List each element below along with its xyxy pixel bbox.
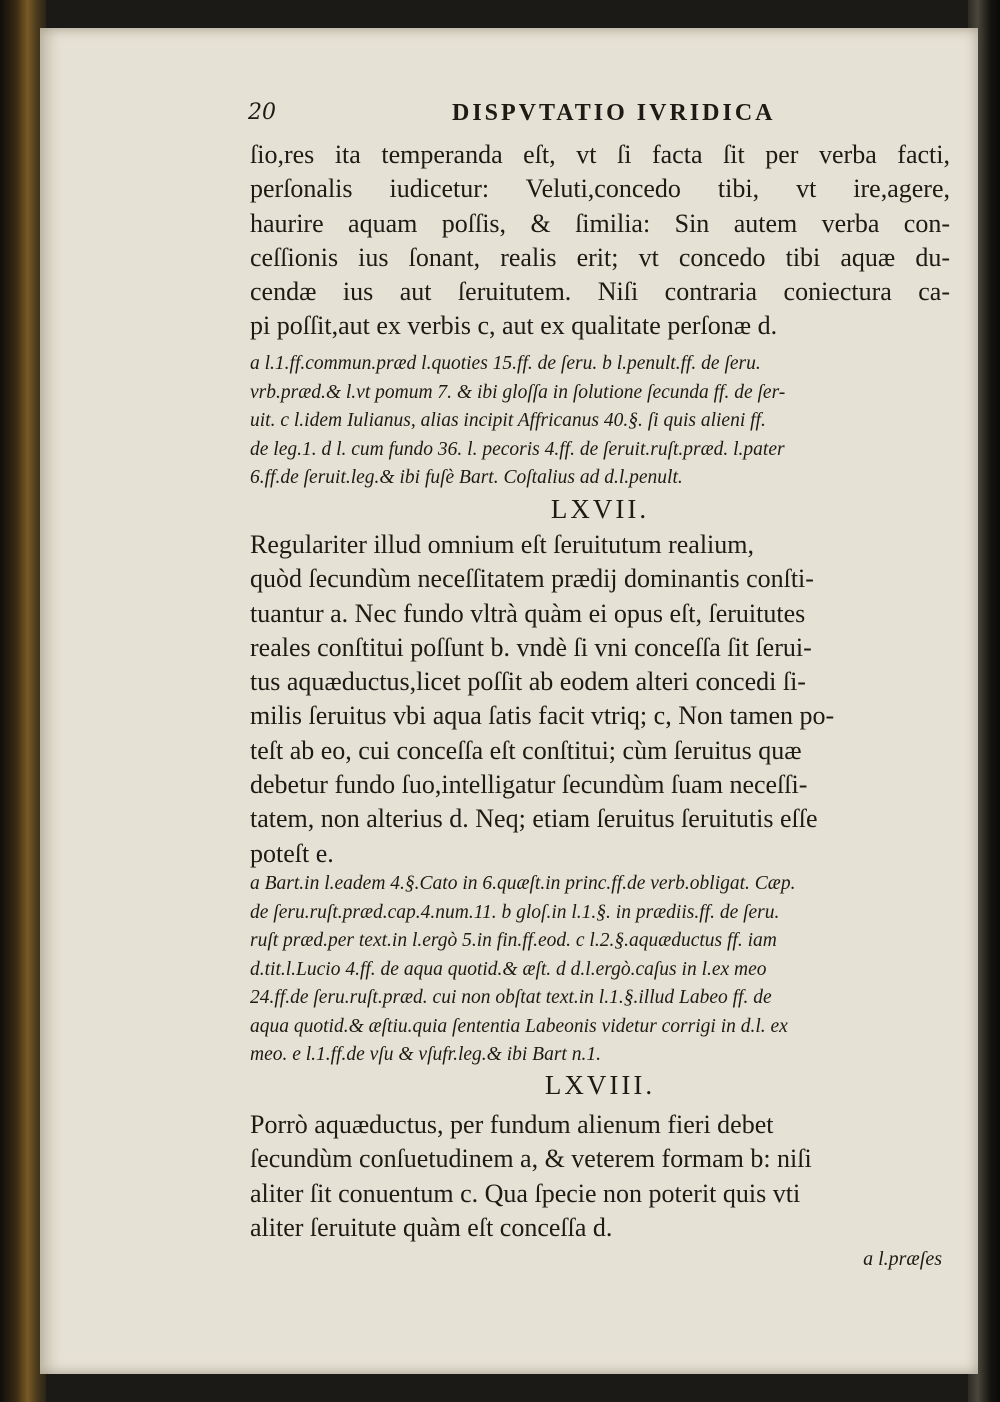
footnote-line: a Bart.in l.eadem 4.§.Cato in 6.quæſt.in princ.ff.de verb.obligat. Cæp. xyxy=(250,873,796,894)
text-block-3 xyxy=(250,1108,950,1245)
text-line: milis ſeruitus vbi aqua ſatis facit vtriq; c, Non tamen po- xyxy=(250,701,835,731)
text-line: tuantur a. Nec fundo vltrà quàm ei opus eſt, ſeruitutes xyxy=(250,598,806,628)
section-numeral-68: LXVIII. xyxy=(544,1070,656,1100)
text-line: ſio,res ita temperanda eſt, vt ſi facta ſit per verba facti, xyxy=(250,140,950,169)
section-numeral-67: LXVII. xyxy=(550,494,650,524)
text-line: tatem, non alterius d. Neq; etiam ſeruitus ſeruitutis eſſe xyxy=(250,804,818,834)
footnote-line: uit. c l.idem Iulianus, alias incipit Affricanus 40.§. ſi quis alieni ff. xyxy=(250,410,766,431)
text-line: reales conſtitui poſſunt b. vndè ſi vni conceſſa ſit ſerui- xyxy=(250,632,812,662)
text-line: pi poſſit,aut ex verbis c, aut ex qualitate perſonæ d. xyxy=(250,311,778,341)
text-line: Regulariter illud omnium eſt ſeruitutum realium, xyxy=(250,530,755,559)
text-line: teſt ab eo, cui conceſſa eſt conſtitui; cùm ſeruitus quæ xyxy=(250,735,802,765)
footnote-line: meo. e l.1.ff.de vſu & vſufr.leg.& ibi Bart n.1. xyxy=(250,1044,601,1065)
text-line: haurire aquam poſſis, & ſimilia: Sin autem verba con- xyxy=(250,208,950,238)
footnotes-block-1 xyxy=(250,350,946,493)
footnote-line: 6.ff.de ſeruit.leg.& ibi fuſè Bart. Coſtalius ad d.l.penult. xyxy=(250,467,683,488)
text-line: ceſſionis ius ſonant, realis erit; vt concedo tibi aquæ du- xyxy=(250,242,950,272)
footnote-line: de leg.1. d l. cum fundo 36. l. pecoris 4.ff. de ſeruit.ruſt.præd. l.pater xyxy=(250,438,785,460)
text-block-1 xyxy=(250,138,950,344)
footnote-line: aqua quotid.& æſtiu.quia ſententia Labeonis videtur corrigi in d.l. ex xyxy=(250,1015,788,1037)
text-block-2 xyxy=(250,528,950,871)
text-line: aliter ſit conuentum c. Qua ſpecie non poterit quis vti xyxy=(250,1178,801,1208)
text-line: aliter ſeruitute quàm eſt conceſſa d. xyxy=(250,1212,613,1242)
footnote-line: vrb.præd.& l.vt pomum 7. & ibi gloſſa in ſolutione ſecunda ff. de ſer- xyxy=(250,381,786,403)
footnote-line: 24.ff.de ſeru.ruſt.præd. cui non obſtat text.in l.1.§.illud Labeo ff. de xyxy=(250,987,772,1008)
running-title: DISPVTATIO IVRIDICA xyxy=(452,100,776,126)
page-number: 20 xyxy=(248,100,276,125)
text-line: tus aquæductus,licet poſſit ab eodem alteri concedi ſi- xyxy=(250,667,806,697)
text-line: quòd ſecundùm neceſſitatem prædij dominantis conſti- xyxy=(250,564,814,594)
footnotes-block-2 xyxy=(250,870,946,1070)
text-line: cendæ ius aut ſeruitutem. Niſi contraria coniectura ca- xyxy=(250,277,950,307)
text-line: ſecundùm conſuetudinem a, & veterem formam b: niſi xyxy=(250,1144,812,1174)
footnote-line: de ſeru.ruſt.præd.cap.4.num.11. b gloſ.in l.1.§. in prædiis.ff. de ſeru. xyxy=(250,901,780,923)
text-line: poteſt e. xyxy=(250,838,334,868)
catchword: a l.præſes xyxy=(863,1248,942,1270)
footnote-line: ruſt præd.per text.in l.ergò 5.in fin.ff.eod. c l.2.§.aquæductus ff. iam xyxy=(250,930,777,951)
text-line: debetur fundo ſuo,intelligatur ſecundùm ſuam neceſſi- xyxy=(250,770,808,800)
footnote-line: a l.1.ff.commun.præd l.quoties 15.ff. de ſeru. b l.penult.ff. de ſeru. xyxy=(250,353,761,374)
text-line: Porrò aquæductus, per fundum alienum fieri debet xyxy=(250,1110,774,1139)
footnote-line: d.tit.l.Lucio 4.ff. de aqua quotid.& æſt. d d.l.ergò.caſus in l.ex meo xyxy=(250,958,767,980)
text-line: perſonalis iudicetur: Veluti,concedo tibi, vt ire,agere, xyxy=(250,174,950,204)
